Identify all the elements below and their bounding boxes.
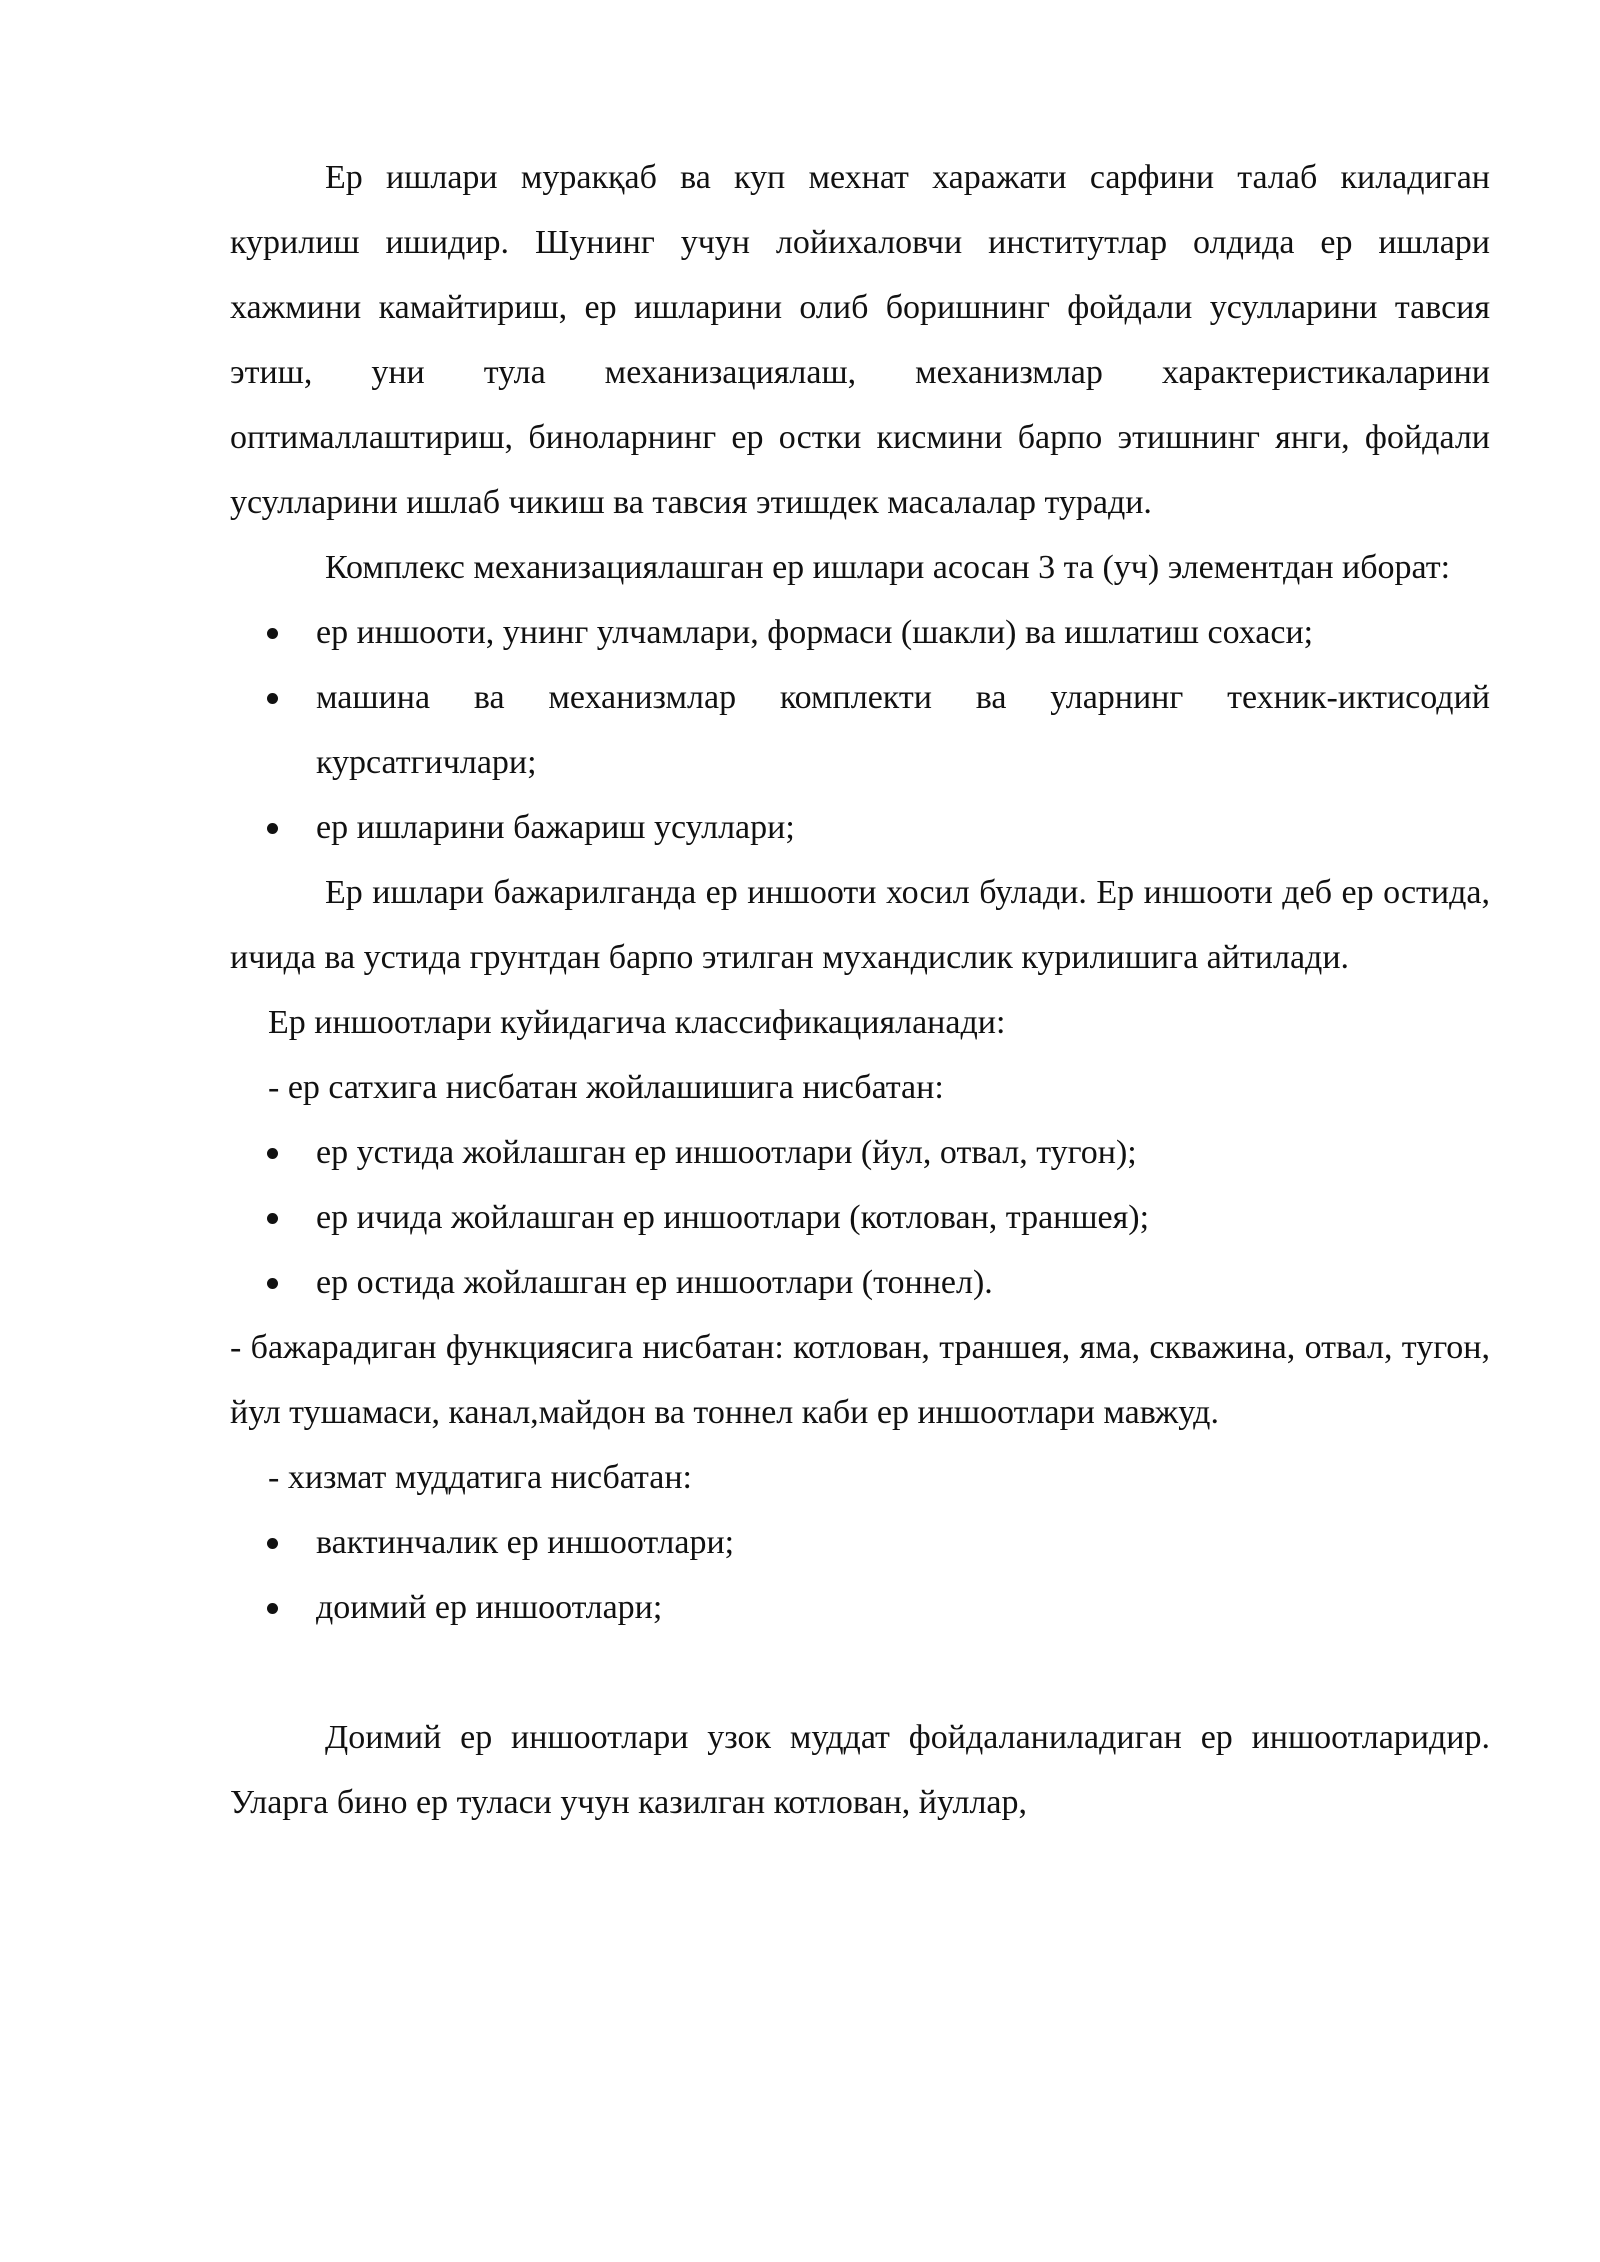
document-body: [230, 145, 1490, 1835]
paragraph-complex: Комплекс механизациялашган ер ишлари асосан 3 та (уч) элементдан иборат:: [325, 549, 1451, 586]
paragraph-permanent: Доимий ер иншоотлари узок муддат фойдаланиладиган ер иншоотларидир. Уларга бино ер туласи учун казилган котлован, йуллар,: [230, 1719, 1490, 1821]
paragraph-definition: Ер ишлари бажарилганда ер иншооти хосил булади. Ер иншооти деб ер остида, ичида ва устида грунтдан барпо этилган мухандислик курилишига айтилади.: [230, 874, 1490, 976]
elements-list: [230, 600, 1490, 860]
classification-by-function: - бажарадиган функциясига нисбатан: котлован, траншея, яма, скважина, отвал, тугон, йул тушамаси, канал,майдон ва тоннел каби ер иншоотлари мавжуд.: [230, 1329, 1490, 1431]
blank-line: [230, 1640, 1490, 1705]
classification-heading: Ер иншоотлари куйидагича классификацияланади:: [268, 1004, 1006, 1041]
list-item: машина ва механизмлар комплекти ва уларнинг техник-иктисодий курсатгичлари;: [230, 665, 1490, 795]
list-item: ер остида жойлашган ер иншоотлари (тоннел).: [230, 1250, 1490, 1315]
list-item: доимий ер иншоотлари;: [230, 1575, 1490, 1640]
classification-by-duration: - хизмат муддатига нисбатан:: [268, 1459, 693, 1496]
list-item: ер ишларини бажариш усуллари;: [230, 795, 1490, 860]
list-item: ер иншооти, унинг улчамлари, формаси (шакли) ва ишлатиш сохаси;: [230, 600, 1490, 665]
duration-list: [230, 1510, 1490, 1640]
list-item: вактинчалик ер иншоотлари;: [230, 1510, 1490, 1575]
classification-by-level: - ер сатхига нисбатан жойлашишига нисбатан:: [268, 1069, 944, 1106]
level-list: [230, 1120, 1490, 1315]
list-item: ер устида жойлашган ер иншоотлари (йул, отвал, тугон);: [230, 1120, 1490, 1185]
paragraph-intro: Ер ишлари муракқаб ва куп мехнат харажати сарфини талаб киладиган курилиш ишидир. Шунинг учун лойихаловчи институтлар олдида ер ишлари хажмини камайтириш, ер ишларини олиб боришнинг фойдали усулларини тавсия этиш, уни тула механизациялаш, механизмлар характеристикаларини оптималлаштириш, биноларнинг ер остки кисмини барпо этишнинг янги, фойдали усулларини ишлаб чикиш ва тавсия этишдек масалалар туради.: [230, 159, 1490, 521]
list-item: ер ичида жойлашган ер иншоотлари (котлован, траншея);: [230, 1185, 1490, 1250]
